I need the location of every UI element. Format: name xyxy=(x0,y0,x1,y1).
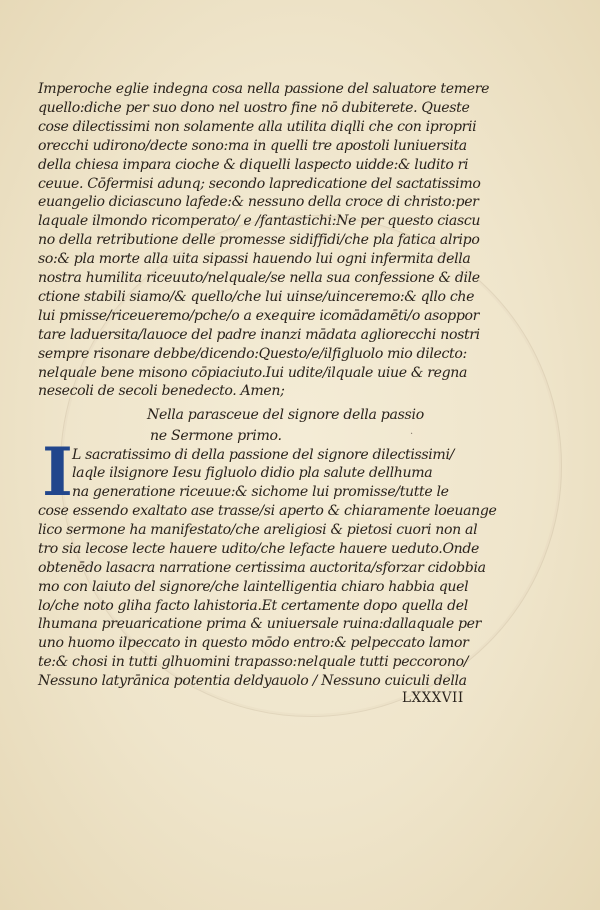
text-line: te:& chosi in tutti glhuomini trapasso:nelquale tutti peccorono/ xyxy=(38,654,469,671)
folio-number: LXXXVII xyxy=(402,690,464,706)
text-line: sempre risonare debbe/dicendo:Questo/e/ilfigluolo mio dilecto: xyxy=(38,345,467,362)
text-line: Nessuno latyrānica potentia deldyauolo / Nessuno cuiculi della xyxy=(38,673,467,690)
text-line: no della retributione delle promesse sidiffidi/che pla fatica alripo xyxy=(38,232,480,249)
text-line: euangelio diciascuno lafede:& nessuno della croce di christo:per xyxy=(38,194,479,211)
text-line: uno huomo ilpeccato in questo mōdo entro:& pelpeccato lamor xyxy=(38,635,469,652)
text-line: nelquale bene misono cōpiaciuto.Iui udite/ilquale uiue & regna xyxy=(38,364,468,381)
text-line: tare laduersita/lauoce del padre inanzi mādata agliorecchi nostri xyxy=(38,326,480,343)
text-line: L sacratissimo di della passione del signore dilectissimi/ xyxy=(72,447,454,463)
text-line: lico sermone ha manifestato/che areligiosi & pietosi cuori non al xyxy=(38,521,478,538)
text-line: so:& pla morte alla uita sipassi hauendo lui ogni infermita della xyxy=(38,251,471,268)
text-line: lui pmisse/riceueremo/pche/o a exequire icomādamēti/o asoppor xyxy=(38,307,480,324)
rubric-line-1: Nella parasceue del signore della passio xyxy=(147,407,424,423)
text-line: Imperoche eglie indegna cosa nella passione del saluatore temere xyxy=(38,81,490,97)
text-line: cose essendo exaltato ase trasse/si aperto & chiaramente loeuange xyxy=(38,503,497,519)
text-line: laquale ilmondo ricomperato/ e /fantastichi:Ne per questo ciascu xyxy=(38,213,481,230)
text-line: mo con laiuto del signore/che laintelligentia chiaro habbia quel xyxy=(38,578,469,595)
text-line: laqle ilsignore Iesu figluolo didio pla salute dellhuma xyxy=(72,465,433,482)
text-line: della chiesa impara cioche & diquelli laspecto uidde:& ludito ri xyxy=(38,156,469,173)
text-line: quello:diche per suo dono nel uostro fine nō dubiterete. Queste xyxy=(38,99,470,116)
text-line: lo/che noto gliha facto lahistoria.Et certamente dopo quella del xyxy=(38,597,468,614)
text-line: cose dilectissimi non solamente alla utilita diqlli che con iproprii xyxy=(38,118,477,135)
text-line: ctione stabili siamo/& quello/che lui uinse/uinceremo:& qllo che xyxy=(38,288,475,305)
text-line: obtenēdo lasacra narratione certissima auctorita/sforzar cidobbia xyxy=(38,559,486,576)
text-line: nesecoli de secoli benedecto. Amen; xyxy=(38,383,285,400)
text-line: na generatione riceuue:& sichome lui promisse/tutte le xyxy=(72,483,449,500)
marginal-dot: · xyxy=(410,429,414,440)
text-line: nostra humilita riceuuto/nelquale/se nella sua confessione & dile xyxy=(38,270,480,286)
text-line: lhumana preuaricatione prima & uniuersale ruina:dallaquale per xyxy=(38,616,482,633)
text-line: ceuue. Cōfermisi adunq; secondo lapredicatione del sactatissimo xyxy=(38,175,481,192)
text-line: orecchi udirono/decte sono:ma in quelli tre apostoli luniuersita xyxy=(38,137,467,154)
initial-capital: I xyxy=(42,433,73,511)
rubric-line-2: ne Sermone primo. xyxy=(150,428,282,444)
text-line: tro sia lecose lecte hauere udito/che lefacte hauere ueduto.Onde xyxy=(38,540,480,557)
